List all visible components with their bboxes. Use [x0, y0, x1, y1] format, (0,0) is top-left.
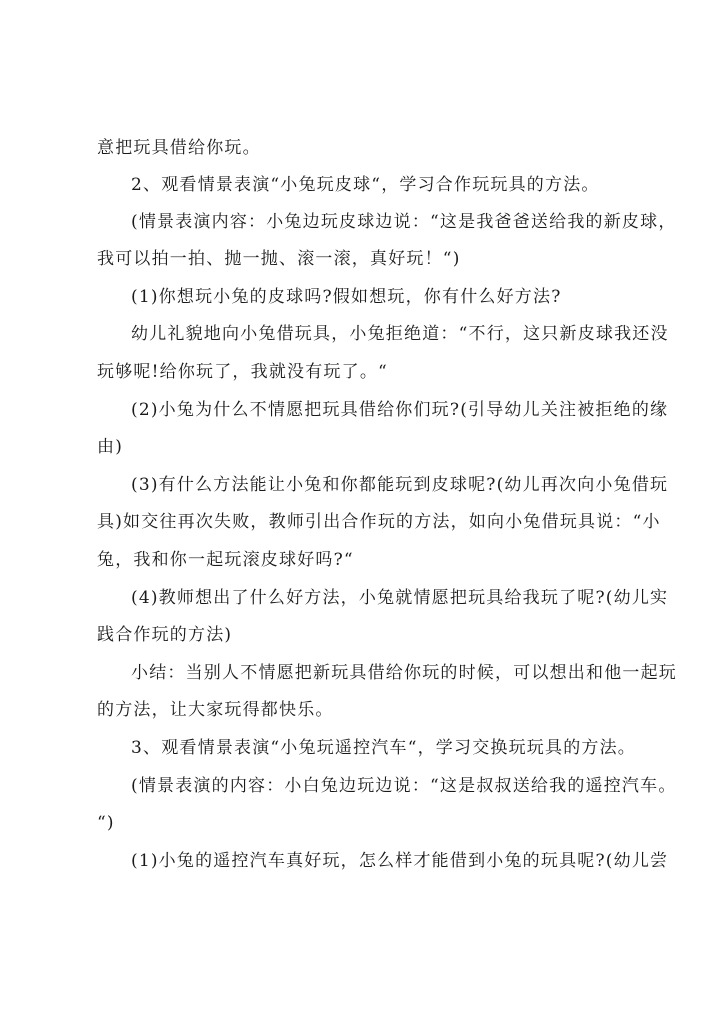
text-line: (情景表演的内容：小白兔边玩边说：“这是叔叔送给我的遥控汽车。 — [131, 776, 677, 796]
text-line: (2)小兔为什么不情愿把玩具借给你们玩?(引导幼儿关注被拒绝的缘 — [131, 400, 669, 420]
text-line: 小结：当别人不情愿把新玩具借给你玩的时候，可以想出和他一起玩 — [131, 663, 677, 683]
text-line: (3)有什么方法能让小兔和你都能玩到皮球呢?(幼儿再次向小兔借玩 — [131, 475, 669, 495]
text-line: 玩够呢!给你玩了，我就没有玩了。“ — [97, 362, 388, 382]
text-line: 我可以拍一拍、抛一抛、滚一滚，真好玩！“) — [97, 249, 461, 269]
text-line: 意把玩具借给你玩。 — [97, 138, 261, 158]
text-line: 的方法，让大家玩得都快乐。 — [97, 700, 334, 720]
text-line: 3、观看情景表演“小兔玩遥控汽车“，学习交换玩玩具的方法。 — [131, 738, 636, 758]
text-line: (1)小兔的遥控汽车真好玩，怎么样才能借到小兔的玩具呢?(幼儿尝 — [131, 851, 669, 871]
text-line: 兔，我和你一起玩滚皮球好吗?“ — [97, 550, 354, 570]
text-line: 由) — [97, 437, 124, 457]
text-line: 具)如交往再次失败，教师引出合作玩的方法，如向小兔借玩具说：“小 — [97, 512, 661, 532]
text-line: “) — [97, 813, 115, 833]
text-line: 践合作玩的方法) — [97, 625, 233, 645]
text-line: 幼儿礼貌地向小兔借玩具，小兔拒绝道：“不行，这只新皮球我还没 — [131, 324, 669, 344]
text-line: (4)教师想出了什么好方法，小兔就情愿把玩具给我玩了呢?(幼儿实 — [131, 588, 669, 608]
text-line: 2、观看情景表演“小兔玩皮球“，学习合作玩玩具的方法。 — [131, 175, 600, 195]
text-line: (1)你想玩小兔的皮球吗?假如想玩，你有什么好方法? — [131, 287, 562, 307]
text-line: (情景表演内容：小兔边玩皮球边说：“这是我爸爸送给我的新皮球， — [131, 212, 677, 232]
